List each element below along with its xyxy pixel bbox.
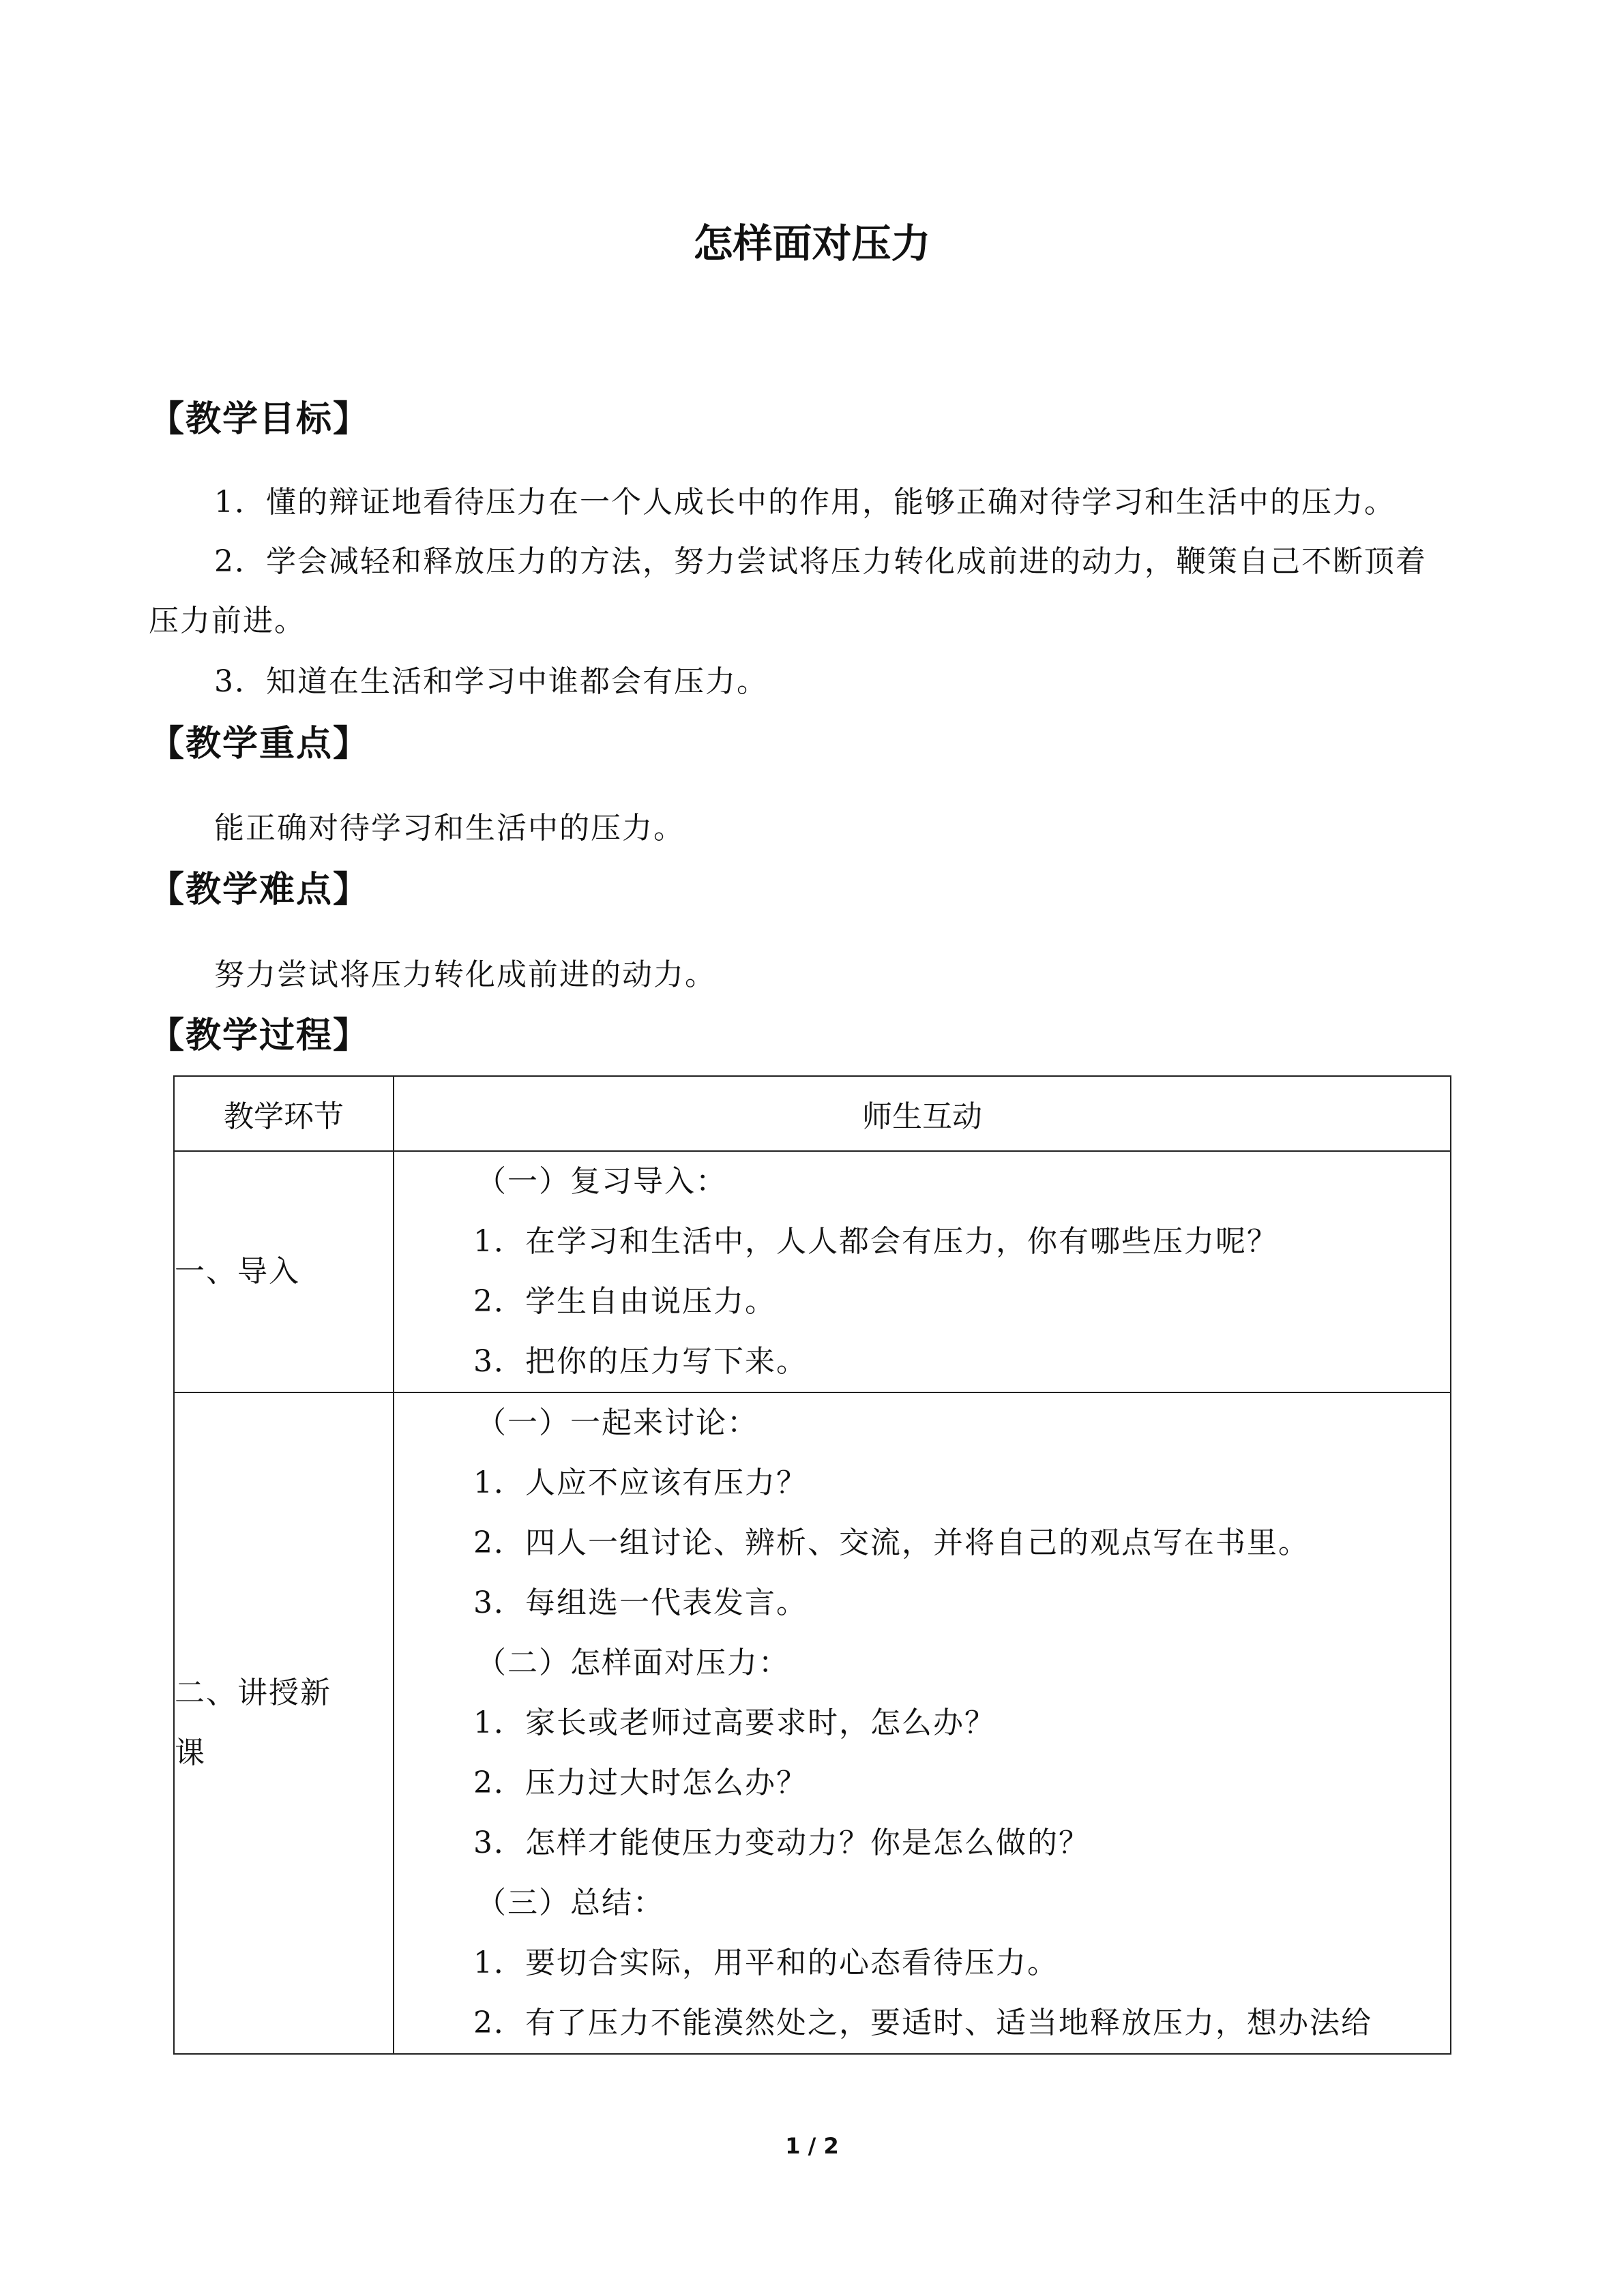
table-row <box>174 1151 1451 1392</box>
table-header-row <box>174 1076 1451 1151</box>
stage-cell: 一、导入 <box>174 1151 394 1392</box>
row1-line-3: 2．学生自由说压力。 <box>473 1284 776 1319</box>
heading-key-point: 【教学重点】 <box>149 723 370 764</box>
row2-line-3: 2．四人一组讨论、辨析、交流，并将自己的观点写在书里。 <box>473 1525 1310 1560</box>
heading-process: 【教学过程】 <box>149 1015 370 1056</box>
difficulty-text: 努力尝试将压力转化成前进的动力。 <box>214 957 716 992</box>
row2-line-7: 2．压力过大时怎么办？ <box>473 1765 808 1800</box>
key-point-text: 能正确对待学习和生活中的压力。 <box>214 811 685 846</box>
interaction-cell <box>394 1151 1451 1392</box>
goal-item-3: 3．知道在生活和学习中谁都会有压力。 <box>214 664 768 699</box>
page-number: 1 / 2 <box>785 2133 839 2159</box>
row2-line-2: 1．人应不应该有压力？ <box>473 1465 808 1500</box>
process-table <box>173 1075 1451 2055</box>
heading-difficulty: 【教学难点】 <box>149 869 370 910</box>
row2-line-11: 2．有了压力不能漠然处之，要适时、适当地释放压力，想办法给 <box>473 2006 1372 2040</box>
goal-item-2-continued: 压力前进。 <box>149 603 306 638</box>
header-interaction: 师生互动 <box>394 1076 1451 1151</box>
row1-line-2: 1．在学习和生活中，人人都会有压力，你有哪些压力呢？ <box>473 1224 1278 1259</box>
row2-line-4: 3．每组选一代表发言。 <box>473 1585 808 1620</box>
table-row <box>174 1392 1451 2054</box>
row2-line-6: 1．家长或老师过高要求时，怎么办？ <box>473 1705 996 1740</box>
stage-line-2: 课 <box>175 1735 206 1770</box>
row2-line-1: （一）一起来讨论： <box>476 1405 758 1440</box>
row2-line-10: 1．要切合实际，用平和的心态看待压力。 <box>473 1945 1059 1980</box>
row2-line-5: （二）怎样面对压力： <box>476 1645 790 1680</box>
row1-line-1: （一）复习导入： <box>476 1164 727 1199</box>
interaction-cell <box>394 1392 1451 2054</box>
document-title: 怎样面对压力 <box>693 220 931 267</box>
heading-goals: 【教学目标】 <box>149 398 370 440</box>
header-stage: 教学环节 <box>174 1076 394 1151</box>
row1-line-4: 3．把你的压力写下来。 <box>473 1344 808 1379</box>
row2-line-8: 3．怎样才能使压力变动力？你是怎么做的？ <box>473 1825 1090 1860</box>
row2-line-9: （三）总结： <box>476 1885 664 1920</box>
stage-line-1: 二、讲授新 <box>175 1675 331 1710</box>
goal-item-1: 1．懂的辩证地看待压力在一个人成长中的作用，能够正确对待学习和生活中的压力。 <box>214 485 1396 520</box>
stage-cell <box>174 1392 394 2054</box>
goal-item-2: 2．学会减轻和释放压力的方法，努力尝试将压力转化成前进的动力，鞭策自己不断顶着 <box>214 544 1427 579</box>
